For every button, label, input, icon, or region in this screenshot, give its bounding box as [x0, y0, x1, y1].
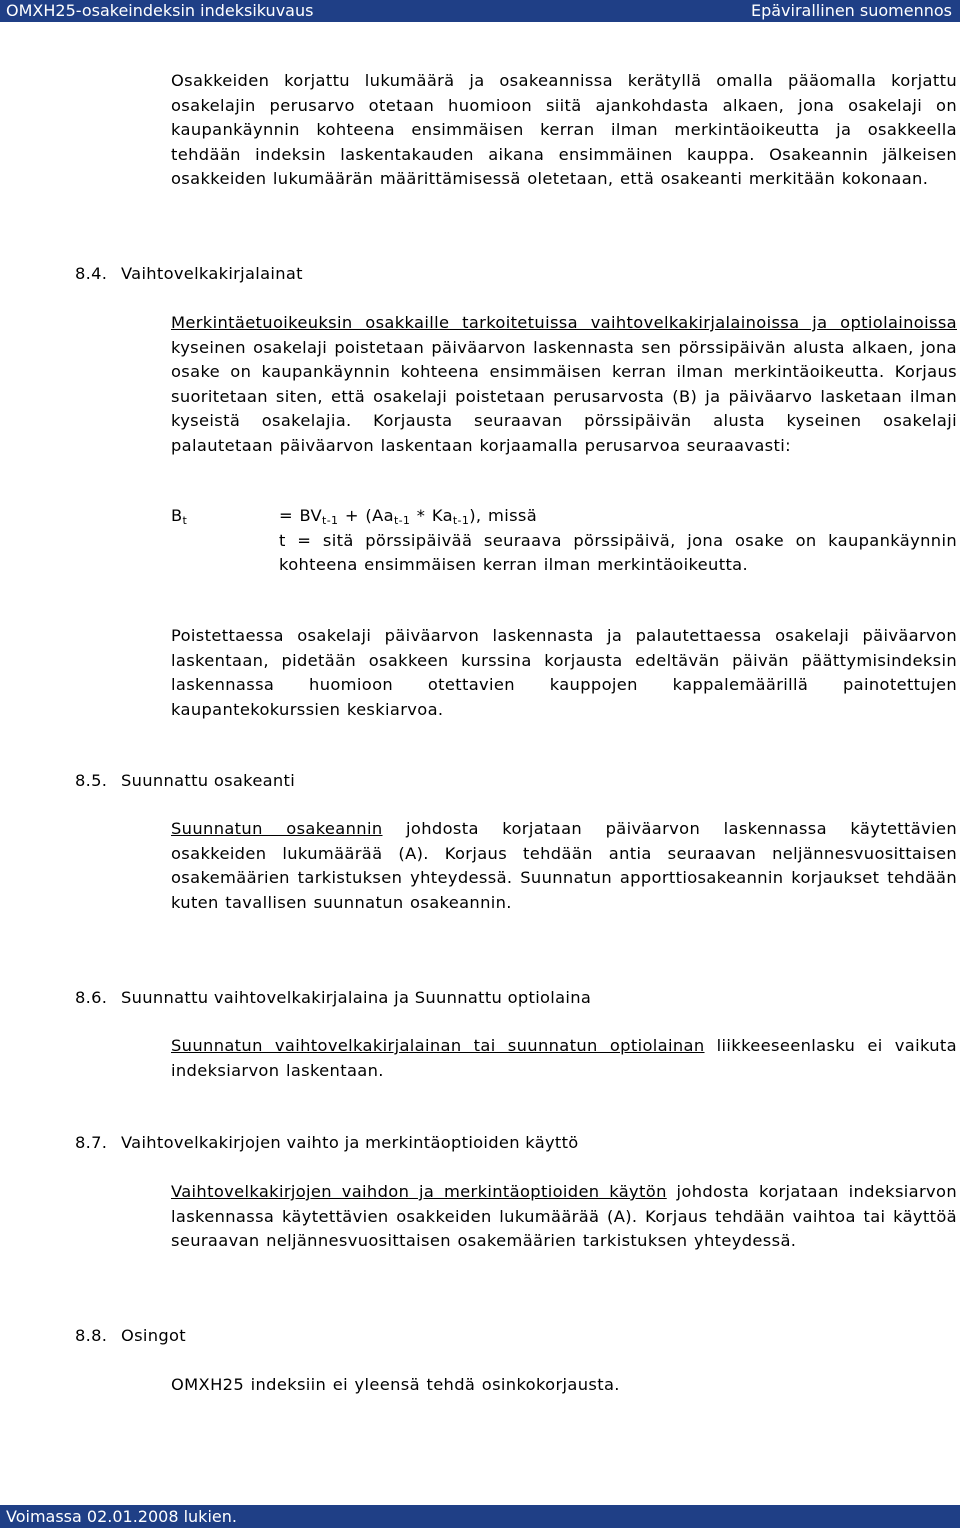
section-8-4-paragraph: [171, 311, 957, 458]
underlined-term: Suunnatun vaihtovelkakirjalainan tai suunnatun optiolainan: [171, 1036, 705, 1055]
formula-expression: = $BV_{t-1} + (Aa_{t-1} * Ka_{t-1})$, missä: [279, 506, 538, 527]
page-footer: [0, 1505, 960, 1528]
section-heading-8-5: [75, 769, 295, 793]
paragraph-body: kyseinen osakelaji poistetaan päiväarvon laskennasta sen pörssipäivän alusta alkaen, jona osake on kaupankäynnin kohteena ensimmäisen kerran ilman merkintäoikeutta. Korjaus suoritetaan siten, että osakelaji poistetaan perusarvosta (B) ja päiväarvo lasketaan ilman kyseistä osakelajia. Korjausta seuraavan pörssipäivän alusta kyseinen osakelaji palautetaan päiväarvon laskentaan korjaamalla perusarvoa seuraavasti:: [171, 337, 957, 455]
section-heading-8-6: [75, 986, 591, 1010]
section-heading-8-8: [75, 1324, 186, 1348]
intro-paragraph: Osakkeiden korjattu lukumäärä ja osakeannissa kerätyllä omalla pääomalla korjattu osakelajin perusarvo otetaan huomioon siitä ajankohdasta alkaen, jona osakelaji on kaupankäynnin kohteena ensimmäisen kerran ilman merkintäoikeutta ja osakkeella tehdään indeksin laskentakauden aikana ensimmäinen kauppa. Osakeannin jälkeisen osakkeiden lukumäärän määrittämisessä oletetaan, että osakeanti merkitään kokonaan.: [171, 71, 957, 188]
section-8-5-paragraph: [171, 817, 957, 915]
section-number: 8.8.: [75, 1326, 108, 1345]
page-header: [0, 0, 960, 22]
section-8-8-paragraph: OMXH25 indeksiin ei yleensä tehdä osinkokorjausta.: [171, 1375, 620, 1394]
section-number: 8.5.: [75, 771, 108, 790]
section-title: Vaihtovelkakirjalainat: [121, 264, 303, 283]
section-heading-8-7: [75, 1131, 579, 1155]
translation-note: Epävirallinen suomennos: [750, 1, 952, 20]
underlined-term: Vaihtovelkakirjojen vaihdon ja merkintäoptioiden käytön: [171, 1182, 667, 1201]
section-number: 8.4.: [75, 264, 108, 283]
section-title: Osingot: [121, 1326, 186, 1345]
formula-rhs: [279, 504, 957, 578]
section-title: Suunnattu osakeanti: [121, 771, 296, 790]
paragraph-body: liikkeeseenlasku ei vaikuta indeksiarvon laskentaan.: [171, 1036, 957, 1080]
section-title: Vaihtovelkakirjojen vaihto ja merkintäoptioiden käyttö: [121, 1133, 579, 1152]
section-heading-8-4: [75, 262, 303, 286]
document-title: OMXH25-osakeindeksin indeksikuvaus: [6, 1, 314, 20]
paragraph-body: johdosta korjataan indeksiarvon laskennassa käytettävien osakkeiden lukumäärää (A). Korjaus tehdään vaihtoa tai käyttöä seuraavan neljännesvuosittaisen osakemäärien tarkistuksen yhteydessä.: [171, 1182, 957, 1250]
formula-lhs: $B_t$: [171, 506, 188, 527]
underlined-term: Merkintäetuoikeuksin osakkaille tarkoitetuissa vaihtovelkakirjalainoissa ja optiolainoissa: [171, 313, 957, 332]
validity-note: Voimassa 02.01.2008 lukien.: [6, 1507, 237, 1526]
formula-definition: t = sitä pörssipäivää seuraava pörssipäivä, jona osake on kaupankäynnin kohteena ensimmäisen kerran ilman merkintäoikeutta.: [279, 530, 957, 574]
underlined-term: Suunnatun osakeannin: [171, 819, 383, 838]
section-8-6-paragraph: [171, 1034, 957, 1083]
paragraph-body: johdosta korjataan päiväarvon laskennassa käytettävien osakkeiden lukumäärää (A). Korjaus tehdään antia seuraavan neljännesvuosittaisen osakemäärien tarkistuksen yhteydessä. Suunnatun apporttiosakeannin korjaukset tehdään kuten tavallisen suunnatun osakeannin.: [171, 819, 957, 912]
section-number: 8.7.: [75, 1133, 108, 1152]
section-number: 8.6.: [75, 988, 108, 1007]
section-8-4-after-paragraph: Poistettaessa osakelaji päiväarvon laskennasta ja palautettaessa osakelaji päiväarvon laskentaan, pidetään osakkeen kurssina korjausta edeltävän päivän päättymisindeksin laskennassa huomioon otettavien kauppojen kappalemäärillä painotettujen kaupantekokurssien keskiarvoa.: [171, 626, 957, 719]
section-title: Suunnattu vaihtovelkakirjalaina ja Suunnattu optiolaina: [121, 988, 592, 1007]
section-8-7-paragraph: [171, 1180, 957, 1254]
